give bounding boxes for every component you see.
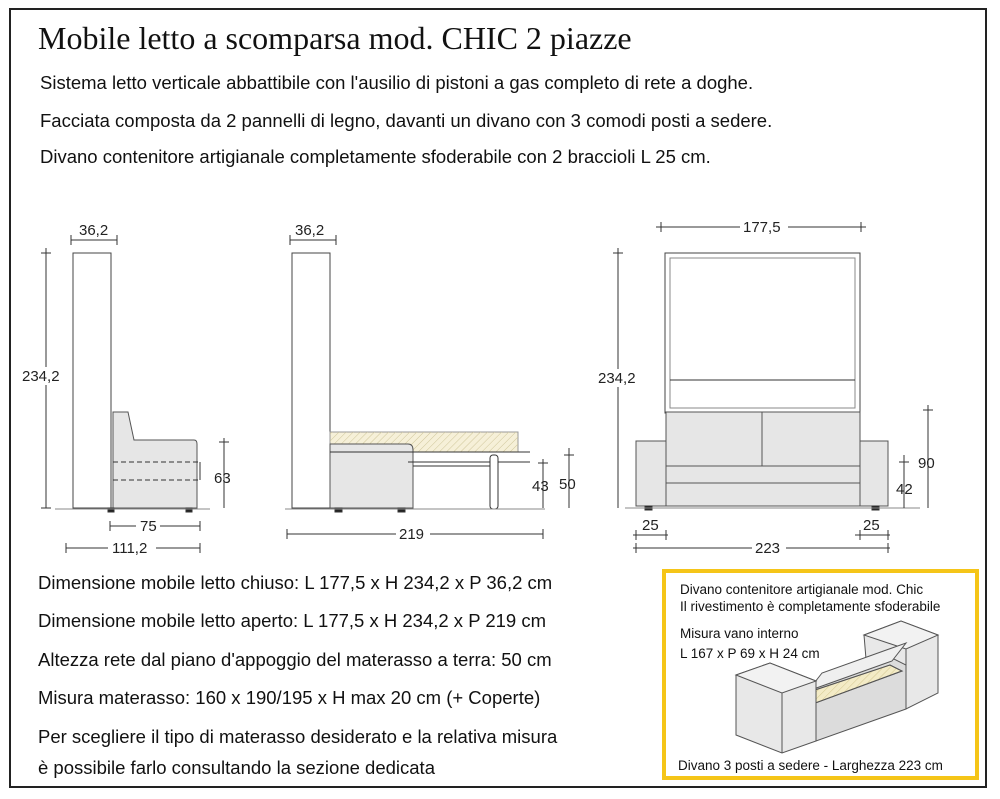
sofa-box-caption: Divano 3 posti a sedere - Larghezza 223 cm: [678, 758, 943, 773]
sofa-info-box: [662, 569, 979, 780]
sofa-box-heading: Divano contenitore artigianale mod. Chic: [680, 582, 924, 597]
total-depth-label: 111,2: [112, 540, 148, 557]
description-line-2: Facciata composta da 2 pannelli di legno, davanti un divano con 3 comodi posti a sedere.: [40, 110, 773, 131]
spec-closed: Dimensione mobile letto chiuso: L 177,5 x H 234,2 x P 36,2 cm: [38, 572, 553, 593]
back-height-label: 90: [918, 455, 935, 472]
net-height-label: 50: [559, 476, 576, 493]
sofa-storage-illustration: [666, 573, 975, 776]
spec-mattress: Misura materasso: 160 x 190/195 x H max 20 cm (+ Coperte): [38, 687, 541, 708]
closed-height-label: 234,2: [22, 368, 60, 385]
description-line-3: Divano contenitore artigianale completamente sfoderabile con 2 braccioli L 25 cm.: [40, 146, 711, 167]
seat-depth-label: 75: [140, 518, 157, 535]
spec-note-line-2: è possibile farlo consultando la sezione dedicata: [38, 757, 435, 778]
spec-open: Dimensione mobile letto aperto: L 177,5 x H 234,2 x P 219 cm: [38, 610, 547, 631]
front-height-label: 234,2: [598, 370, 636, 387]
open-length-label: 219: [399, 526, 425, 543]
seat-height-label: 42: [896, 481, 913, 498]
sofa-width-label: 223: [755, 540, 781, 557]
sofa-box-inner-label: Misura vano interno: [680, 626, 799, 641]
spec-net-height: Altezza rete dal piano d'appoggio del materasso a terra: 50 cm: [38, 649, 552, 670]
arm-right-label: 25: [863, 517, 880, 534]
side-view-open: [285, 235, 574, 539]
front-width-label: 177,5: [743, 219, 781, 236]
description-line-1: Sistema letto verticale abbattibile con l'ausilio di pistoni a gas completo di rete a doghe.: [40, 72, 754, 93]
arm-left-label: 25: [642, 517, 659, 534]
sofa-height-label: 63: [214, 470, 231, 487]
front-view: [613, 222, 933, 553]
sofa-box-inner-size: L 167 x P 69 x H 24 cm: [680, 646, 820, 661]
open-depth-label: 36,2: [295, 222, 325, 239]
sofa-box-subheading: Il rivestimento è completamente sfoderabile: [680, 599, 941, 614]
side-view-closed: [41, 235, 229, 553]
page-title: Mobile letto a scomparsa mod. CHIC 2 piazze: [38, 20, 632, 56]
mattress-height-label: 43: [532, 478, 549, 495]
spec-note-line-1: Per scegliere il tipo di materasso desiderato e la relativa misura: [38, 726, 558, 747]
closed-depth-label: 36,2: [79, 222, 109, 239]
